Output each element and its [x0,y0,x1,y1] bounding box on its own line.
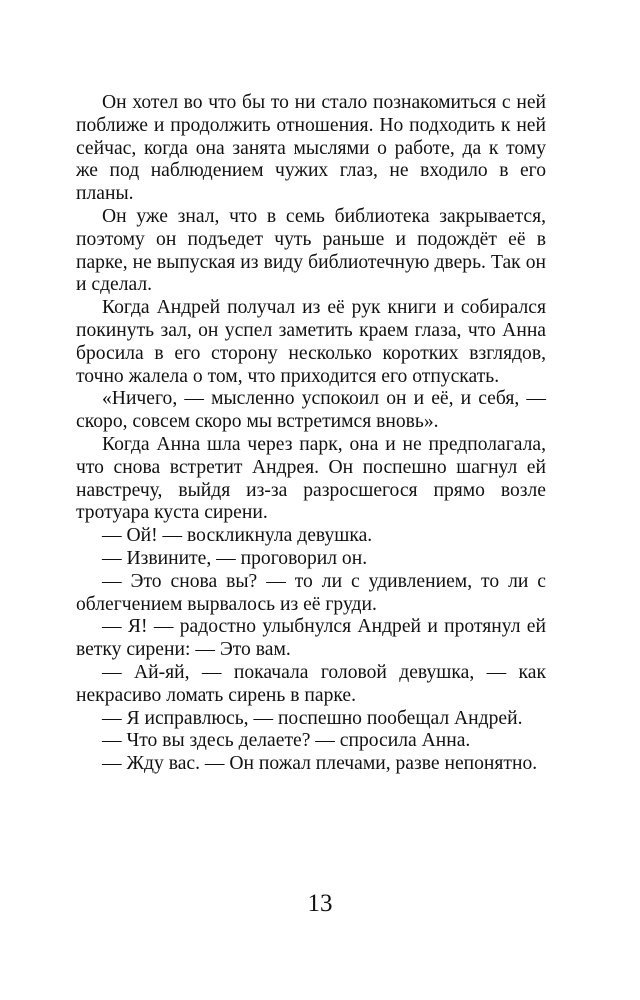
paragraph-3: Когда Андрей получал из её рук книги и собирался покинуть зал, он успел заметить краем глаза, что Анна бросила в его сторону несколько коротких взглядов, точно жалела о том, что приходится его отпускать. [76,297,546,387]
paragraph-5: Когда Анна шла через парк, она и не предполагала, что снова встретит Андрея. Он поспешно шагнул ей навстречу, выйдя из-за разросшегося прямо возле тротуара куста сирени. [76,433,546,524]
paragraph-2: Он уже знал, что в семь библиотека закрывается, поэтому он подъедет чуть раньше и подождёт её в парке, не выпуская из виду библиотечную дверь. Так он и сделал. [76,205,546,296]
paragraph-4: «Ничего, — мысленно успокоил он и её, и себя, — скоро, совсем скоро мы встретимся вновь». [76,388,546,433]
page-number: 13 [307,890,333,917]
dialogue-line-2: — Извините, — проговорил он. [102,547,368,569]
dialogue-line-3: — Это снова вы? — то ли с удивлением, то ли с облегчением вырвалось из её груди. [76,570,546,615]
dialogue-line-6: — Я исправлюсь, — поспешно пообещал Андрей. [102,707,523,729]
body-text [76,92,546,776]
paragraph-1: Он хотел во что бы то ни стало познакомиться с ней поближе и продолжить отношения. Но подходить к ней сейчас, когда она занята мыслями о работе, да к тому же под наблюдением чужих глаз, не входило в его планы. [76,92,546,205]
dialogue-line-4: — Я! — радостно улыбнулся Андрей и протянул ей ветку сирени: — Это вам. [76,616,546,661]
dialogue-line-7: — Что вы здесь делаете? — спросила Анна. [102,730,471,752]
dialogue-line-1: — Ой! — воскликнула девушка. [102,525,373,547]
dialogue-line-5: — Ай-яй, — покачала головой девушка, — как некрасиво ломать сирень в парке. [76,661,546,706]
dialogue-line-8: — Жду вас. — Он пожал плечами, разве непонятно. [102,753,538,775]
